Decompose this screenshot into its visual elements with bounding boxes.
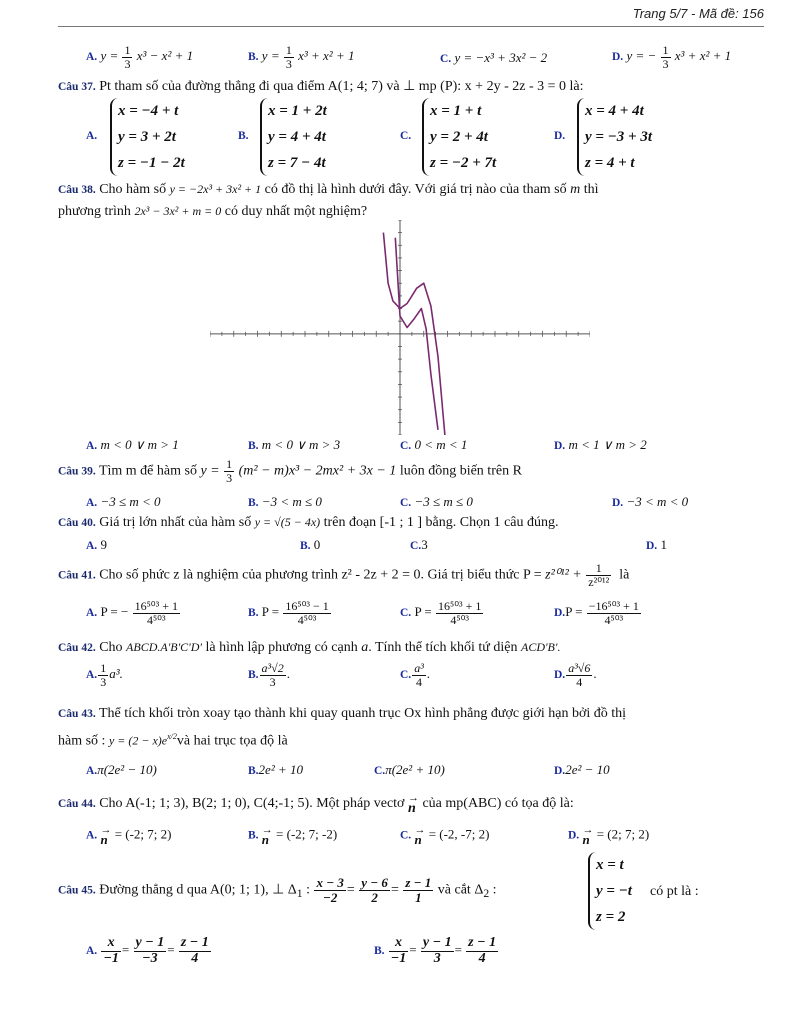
q37-option-c-label: C. bbox=[400, 130, 412, 142]
q38-option-a: A. m < 0 ∨ m > 1 bbox=[86, 437, 179, 452]
q39-option-c: C. −3 ≤ m ≤ 0 bbox=[400, 494, 473, 509]
q45-option-a: A. $\frac{x}{-1}$ = $\frac{y - 1}{-3}$ = $\frac{z - 1}{4}$ bbox=[86, 935, 209, 966]
q42-option-d: D. $\frac{\text{a³√6}}{4}$ . bbox=[554, 661, 597, 689]
q41-stem: Câu 41. Cho số phức z là nghiệm của phương trình z² - 2z + 2 = 0. Giá trị biểu thức P = z²⁰¹² + $\frac{1}{\text{z²⁰¹²}}$ là bbox=[58, 561, 630, 589]
q43-option-b: B.2e² + 10 bbox=[248, 762, 303, 777]
q37-option-b-system: x = 1 + 2t y = 4 + 4t z = 7 − 4t bbox=[260, 98, 327, 176]
q43-option-c: C.π(2e² + 10) bbox=[374, 762, 445, 777]
q40-option-b: B. 0 bbox=[300, 537, 321, 552]
q42-option-c: C. $\frac{\text{a³}}{4}$ . bbox=[400, 661, 431, 689]
q44-option-c: C. → n = (-2, -7; 2) bbox=[400, 824, 490, 847]
q44-stem: Câu 44. Cho A(-1; 1; 3), B(2; 1; 0), C(4;-1; 5). Một pháp vectơ → n của mp(ABC) có tọa độ là: bbox=[58, 792, 574, 816]
q38-stem-line1: Câu 38. Cho hàm số y = −2x³ + 3x² + 1 có đồ thị là hình dưới đây. Với giá trị nào của tham số m thì bbox=[58, 182, 599, 197]
normal-vector-symbol: → n bbox=[407, 792, 419, 816]
q41-option-b: B. P = $\frac{\text{16⁵⁰³ − 1}}{\text{4⁵⁰³}}$ bbox=[248, 599, 329, 627]
q38-option-d: D. m < 1 ∨ m > 2 bbox=[554, 437, 647, 452]
q37-option-d-label: D. bbox=[554, 130, 566, 142]
q39-option-a: A. −3 ≤ m < 0 bbox=[86, 494, 161, 509]
q37-option-d-system: x = 4 + 4t y = −3 + 3t z = 4 + t bbox=[577, 98, 652, 176]
q39-stem: Câu 39. Tìm m để hàm số y = $\frac{1}{3}$ (m² − m)x³ − 2mx² + 3x − 1 luôn đồng biến trên R bbox=[58, 457, 522, 485]
q41-option-a: A. P = − $\frac{\text{16⁵⁰³ + 1}}{\text{4⁵⁰³}}$ bbox=[86, 599, 178, 627]
q40-option-d: D. 1 bbox=[646, 537, 667, 552]
header-rule bbox=[58, 26, 764, 27]
q41-option-c: C. P = $\frac{\text{16⁵⁰³ + 1}}{\text{4⁵⁰³}}$ bbox=[400, 599, 482, 627]
q37-option-a-label: A. bbox=[86, 130, 98, 142]
q38-option-c: C. 0 < m < 1 bbox=[400, 437, 468, 452]
q45-option-b: B. $\frac{x}{-1}$ = $\frac{y - 1}{3}$ = $\frac{z - 1}{4}$ bbox=[374, 935, 497, 966]
q38-option-b: B. m < 0 ∨ m > 3 bbox=[248, 437, 341, 452]
q42-stem: Câu 42. Cho ABCD.A'B'C'D' là hình lập phương có cạnh a. Tính thể tích khối tứ diện ACD'B'. bbox=[58, 640, 561, 655]
q40-stem: Câu 40. Giá trị lớn nhất của hàm số y = √(5 − 4x) trên đoạn [-1 ; 1 ] bằng. Chọn 1 câu đúng. bbox=[58, 515, 559, 530]
q37-stem: Câu 37. Pt tham số của đường thẳng đi qua điểm A(1; 4; 7) và ⊥ mp (P): x + 2y - 2z - 3 = 0 là: bbox=[58, 79, 584, 94]
q37-option-a-system: x = −4 + t y = 3 + 2t z = −1 − 2t bbox=[110, 98, 185, 176]
q41-option-d: D.P = $\frac{\text{−16⁵⁰³ + 1}}{\text{4⁵⁰³}}$ bbox=[554, 599, 639, 627]
q42-option-a: A. $\frac{1}{3}$ a³. bbox=[86, 661, 123, 689]
q40-option-c: C.3 bbox=[410, 537, 428, 552]
q43-stem-line2: hàm số : $y = (2 - x)e^{x/2}và$ hai trục tọa độ là bbox=[58, 732, 288, 749]
q39-option-b: B. −3 < m ≤ 0 bbox=[248, 494, 322, 509]
q36-option-b: B. y = $\frac{1}{3}$ x³ + x² + 1 bbox=[248, 43, 355, 71]
q44-option-d: D. → n = (2; 7; 2) bbox=[568, 824, 650, 847]
q37-option-b-label: B. bbox=[238, 130, 249, 142]
q45-stem-end: có pt là : bbox=[650, 884, 699, 899]
q36-option-c: C. y = −x³ + 3x² − 2 bbox=[440, 50, 548, 65]
q43-option-a: A.π(2e² − 10) bbox=[86, 762, 157, 777]
q45-delta2-system: x = t y = −t z = 2 bbox=[588, 852, 632, 930]
q40-option-a: A. 9 bbox=[86, 537, 107, 552]
q43-option-d: D.2e² − 10 bbox=[554, 762, 610, 777]
q43-stem-line1: Câu 43. Thể tích khối tròn xoay tạo thành khi quay quanh trục Ox hình phẳng được giới hạn bởi đồ thị bbox=[58, 706, 627, 721]
q37-option-c-system: x = 1 + t y = 2 + 4t z = −2 + 7t bbox=[422, 98, 496, 176]
q39-option-d: D. −3 < m < 0 bbox=[612, 494, 689, 509]
page-header: Trang 5/7 - Mã đề: 156 bbox=[632, 6, 764, 21]
q36-option-d: D. y = − $\frac{1}{3}$ x³ + x² + 1 bbox=[612, 43, 732, 71]
q36-option-a: A. y = $\frac{1}{3}$ x³ − x² + 1 bbox=[86, 43, 194, 71]
q42-option-b: B. $\frac{\text{a³√2}}{3}$ . bbox=[248, 661, 290, 689]
q38-stem-line2: phương trình 2x³ − 3x² + m = 0 có duy nhất một nghiệm? bbox=[58, 204, 368, 219]
function-graph bbox=[210, 220, 590, 435]
q45-stem: Câu 45. Đường thẳng d qua A(0; 1; 1), ⊥ $\Delta_1$ : $\frac{x - 3}{-2}$ = $\frac{y - 6}{2}$ = $\frac{z - 1}{1}$ và cắt $\Delta_2$ : bbox=[58, 875, 497, 905]
q44-option-a: A. → n = (-2; 7; 2) bbox=[86, 824, 172, 847]
q44-option-b: B. → n = (-2; 7; -2) bbox=[248, 824, 338, 847]
